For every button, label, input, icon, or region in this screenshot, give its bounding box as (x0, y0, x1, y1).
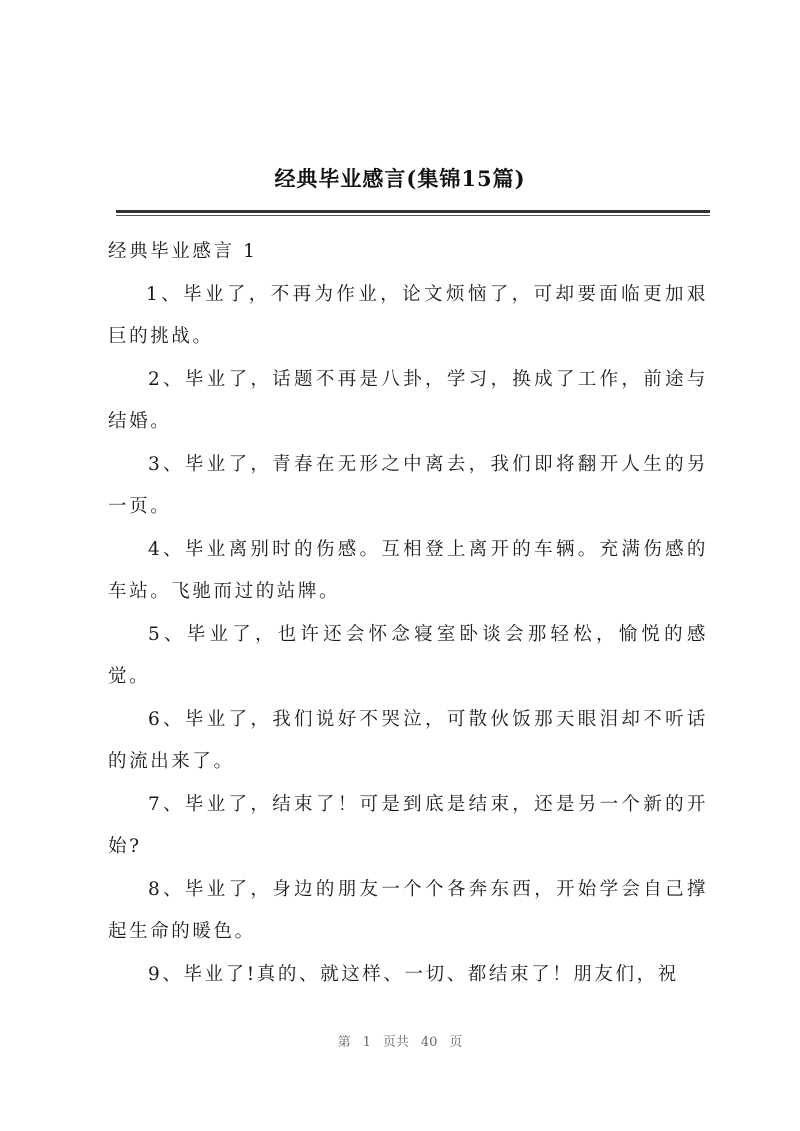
list-item: 6、毕业了，我们说好不哭泣，可散伙饭那天眼泪却不听话的流出来了。 (108, 708, 708, 772)
footer-middle: 页共 (382, 1035, 409, 1050)
list-item: 7、毕业了，结束了！可是到底是结束，还是另一个新的开始? (108, 793, 708, 857)
list-item: 3、毕业了，青春在无形之中离去，我们即将翻开人生的另一页。 (108, 453, 708, 517)
list-item: 4、毕业离别时的伤感。互相登上离开的车辆。充满伤感的车站。飞驰而过的站牌。 (108, 538, 708, 602)
list-item: 2、毕业了，话题不再是八卦，学习，换成了工作，前途与结婚。 (108, 368, 708, 432)
page-footer (0, 1031, 800, 1050)
document-title: 经典毕业感言(集锦15篇) (274, 166, 526, 191)
footer-total-pages: 40 (420, 1035, 438, 1050)
footer-page-number: 1 (362, 1035, 371, 1050)
title-divider-thin (116, 215, 710, 216)
list-item: 9、毕业了!真的、就这样、一切、都结束了！朋友们，祝 (148, 963, 679, 985)
footer-suffix: 页 (449, 1035, 463, 1050)
list-item: 5、毕业了，也许还会怀念寝室卧谈会那轻松，愉悦的感觉。 (108, 623, 708, 687)
section-heading: 经典毕业感言 1 (108, 241, 258, 262)
document-body (108, 231, 708, 996)
list-item: 1、毕业了，不再为作业，论文烦恼了，可却要面临更加艰巨的挑战。 (108, 283, 708, 347)
title-divider-thick (116, 210, 710, 213)
list-item: 8、毕业了，身边的朋友一个个各奔东西，开始学会自己撑起生命的暖色。 (108, 878, 708, 942)
footer-prefix: 第 (337, 1035, 351, 1050)
